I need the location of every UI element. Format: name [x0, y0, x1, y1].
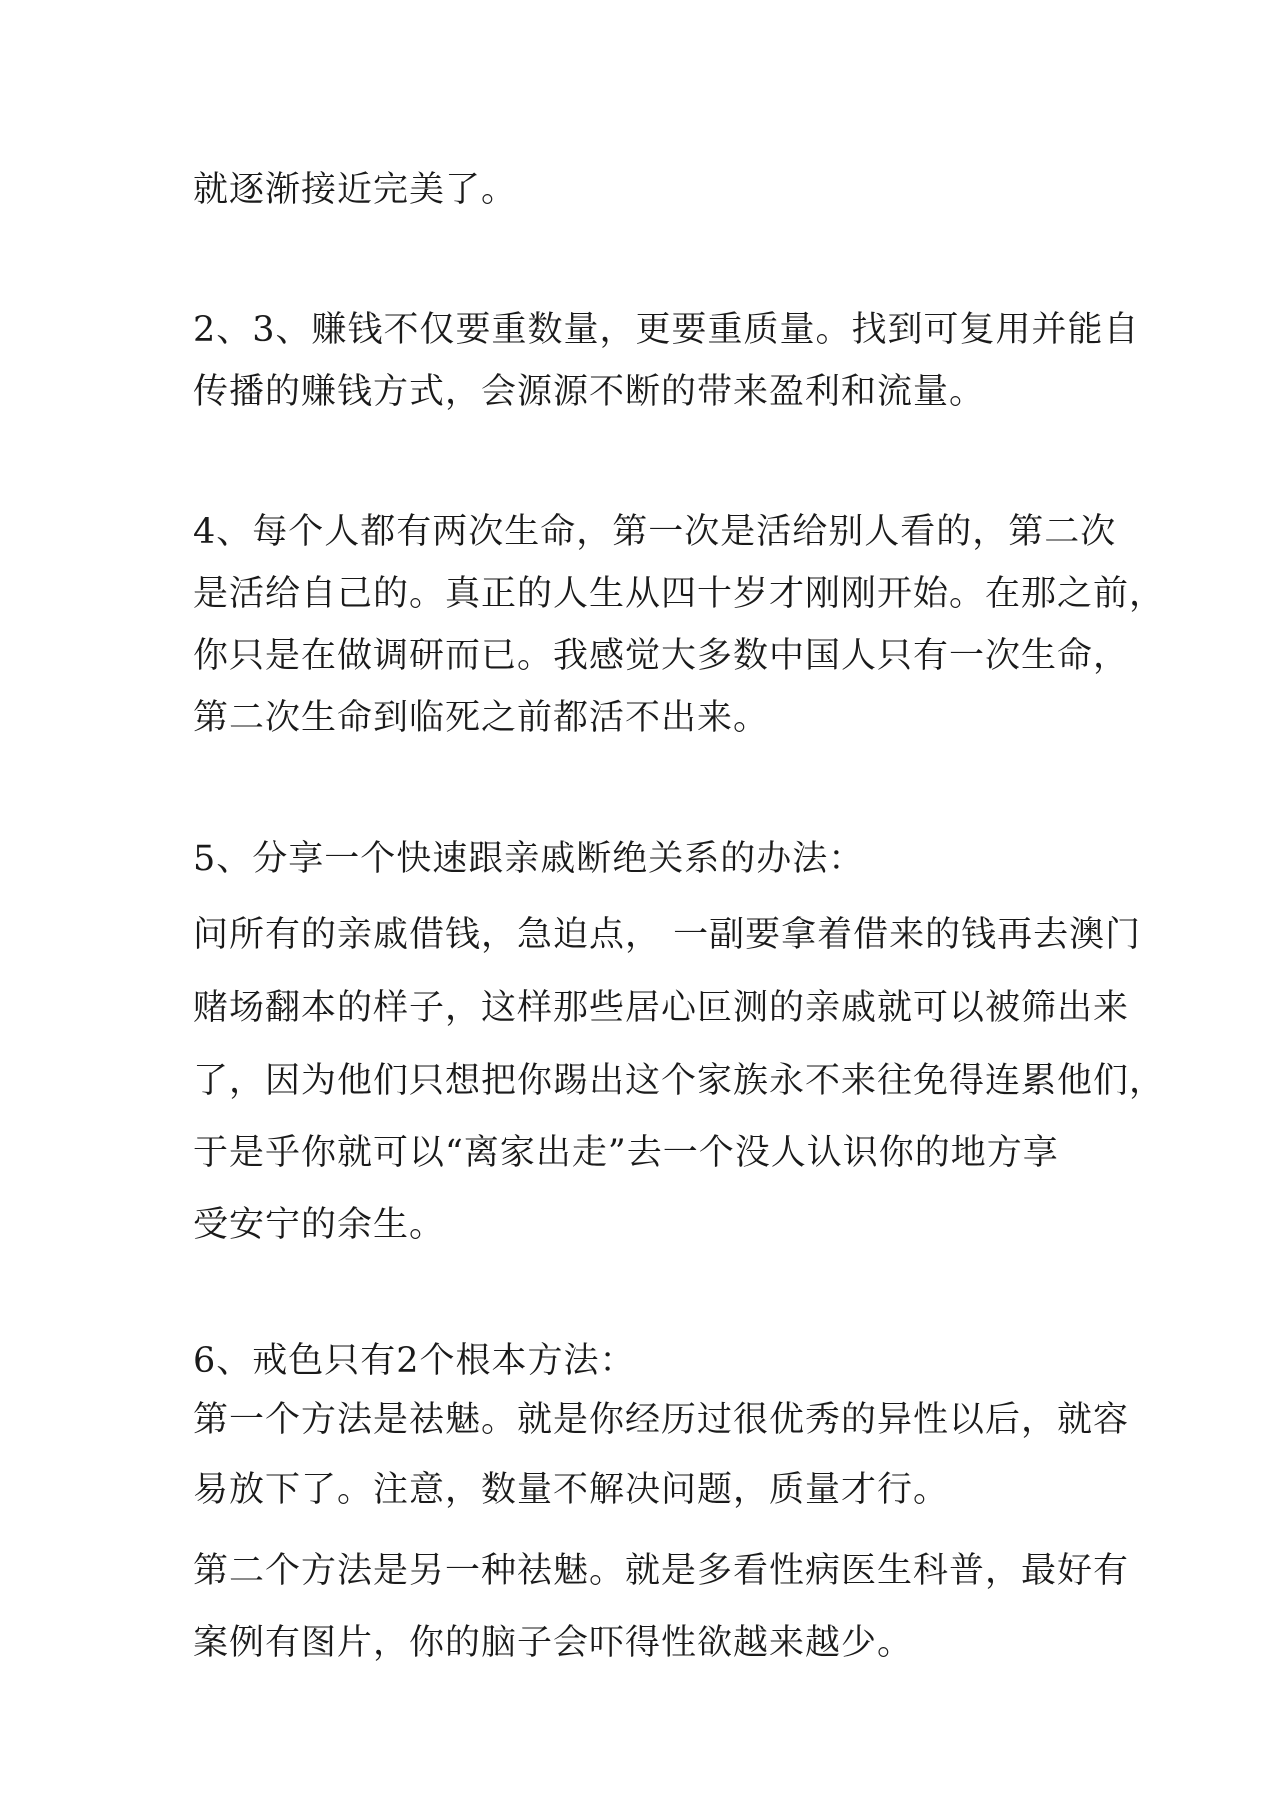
text-line: 易放下了。注意，数量不解决问题，质量才行。: [193, 1470, 950, 1510]
text-line: 是活给自己的。真正的人生从四十岁才刚刚开始。在那之前，: [193, 574, 1166, 614]
text-line: 受安宁的余生。: [193, 1205, 446, 1245]
text-line: 你只是在做调研而已。我感觉大多数中国人只有一次生命，: [193, 636, 1130, 676]
text-line: 赌场翻本的样子，这样那些居心叵测的亲戚就可以被筛出来: [193, 988, 1130, 1028]
text-line: 传播的赚钱方式，会源源不断的带来盈利和流量。: [193, 372, 986, 412]
text-line: 第二个方法是另一种祛魅。就是多看性病医生科普，最好有: [193, 1551, 1130, 1591]
text-line: 案例有图片，你的脑子会吓得性欲越来越少。: [193, 1623, 914, 1663]
text-line: 就逐渐接近完美了。: [193, 170, 518, 210]
text-line: 6、戒色只有2个根本方法：: [193, 1341, 636, 1381]
text-line: 了，因为他们只想把你踢出这个家族永不来往免得连累他们，: [193, 1061, 1166, 1101]
text-line: 问所有的亲戚借钱，急迫点， 一副要拿着借来的钱再去澳门: [193, 915, 1142, 955]
text-line: 于是乎你就可以“离家出走”去一个没人认识你的地方享: [193, 1133, 1059, 1173]
text-line: 5、分享一个快速跟亲戚断绝关系的办法：: [193, 839, 865, 879]
text-line: 4、每个人都有两次生命，第一次是活给别人看的，第二次: [193, 512, 1117, 552]
text-line: 第一个方法是祛魅。就是你经历过很优秀的异性以后，就容: [193, 1400, 1130, 1440]
text-line: 第二次生命到临死之前都活不出来。: [193, 698, 770, 738]
text-line: 2、3、赚钱不仅要重数量，更要重质量。找到可复用并能自: [193, 310, 1140, 350]
